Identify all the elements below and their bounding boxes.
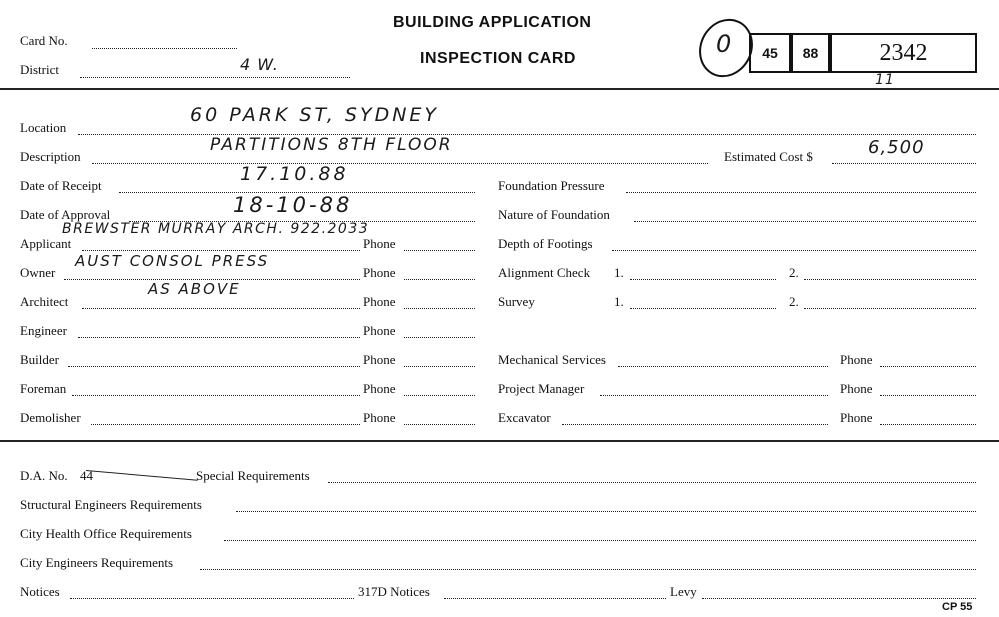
description-line [92,163,708,164]
form-title-line2: INSPECTION CARD [420,50,576,67]
builder-phone-label: Phone [363,352,396,367]
estimated-cost-label: Estimated Cost $ [724,149,813,164]
da-no-value: 44 [80,468,93,483]
builder-phone-line [404,366,475,367]
builder-line [68,366,360,367]
form-title-line1: BUILDING APPLICATION [393,14,592,31]
date-approval-value: 18-10-88 [233,193,353,217]
health-label: City Health Office Requirements [20,526,192,541]
description-label: Description [20,149,81,164]
nature-foundation-label: Nature of Foundation [498,207,610,222]
demolisher-phone-line [404,424,475,425]
applicant-value: BREWSTER MURRAY ARCH. 922.2033 [62,221,370,237]
engineer-label: Engineer [20,323,67,338]
survey-2-line [804,308,976,309]
demolisher-line [91,424,360,425]
engineer-phone-line [404,337,475,338]
alignment-check-label: Alignment Check [498,265,591,280]
demolisher-label: Demolisher [20,410,81,425]
foreman-phone-line [404,395,475,396]
header-divider [0,88,999,90]
da-no-label: D.A. No. [20,468,68,483]
excavator-phone-line [880,424,976,425]
description-value: PARTITIONS 8TH FLOOR [210,135,453,155]
nature-foundation-line [634,221,976,222]
architect-label: Architect [20,294,69,309]
foreman-phone-label: Phone [363,381,396,396]
builder-label: Builder [20,352,59,367]
demolisher-phone-label: Phone [363,410,396,425]
alignment-1-line [630,279,776,280]
foreman-line [72,395,360,396]
alignment-2-label: 2. [789,265,799,280]
depth-footings-line [612,250,976,251]
district-line [80,77,350,78]
engineer-phone-label: Phone [363,323,396,338]
location-label: Location [20,120,67,135]
estimated-cost-line [832,163,976,164]
owner-phone-label: Phone [363,265,396,280]
applicant-phone-line [404,250,475,251]
mechanical-label: Mechanical Services [498,352,606,367]
engineer-line [78,337,360,338]
architect-line [82,308,360,309]
city-eng-line [200,569,976,570]
survey-label: Survey [498,294,535,309]
district-value: 4 W. [240,55,279,74]
da-strike-line [86,470,198,481]
excavator-label: Excavator [498,410,551,425]
owner-phone-line [404,279,475,280]
owner-value: AUST CONSOL PRESS [75,252,270,270]
city-eng-label: City Engineers Requirements [20,555,174,570]
levy-line [702,598,976,599]
mechanical-phone-label: Phone [840,352,873,367]
card-no-line [92,48,237,49]
structural-label: Structural Engineers Requirements [20,497,202,512]
notices-line [70,598,354,599]
depth-footings-label: Depth of Footings [498,236,593,251]
estimated-cost-value: 6,500 [868,137,925,158]
alignment-1-label: 1. [614,265,624,280]
applicant-phone-label: Phone [363,236,396,251]
project-manager-label: Project Manager [498,381,585,396]
code-box-1: 45 [749,33,791,73]
form-code: CP 55 [942,601,973,613]
excavator-phone-label: Phone [840,410,873,425]
notices-317d-label: 317D Notices [358,584,430,599]
code-box-2: 88 [791,33,830,73]
alignment-2-line [804,279,976,280]
notices-317d-line [444,598,666,599]
owner-label: Owner [20,265,56,280]
date-approval-label: Date of Approval [20,207,111,222]
project-manager-line [600,395,828,396]
project-manager-phone-line [880,395,976,396]
special-req-line [328,482,976,483]
excavator-line [562,424,828,425]
foreman-label: Foreman [20,381,67,396]
architect-phone-label: Phone [363,294,396,309]
special-req-label: Special Requirements [196,468,310,483]
structural-line [236,511,976,512]
survey-1-line [630,308,776,309]
survey-2-label: 2. [789,294,799,309]
foundation-pressure-label: Foundation Pressure [498,178,605,193]
section-divider [0,440,999,442]
date-receipt-value: 17.10.88 [240,163,349,185]
mechanical-line [618,366,828,367]
levy-label: Levy [670,584,697,599]
survey-1-label: 1. [614,294,624,309]
notices-label: Notices [20,584,60,599]
applicant-label: Applicant [20,236,72,251]
health-line [224,540,976,541]
district-label: District [20,62,59,77]
architect-phone-line [404,308,475,309]
location-value: 60 PARK ST, SYDNEY [190,104,440,126]
applicant-line [82,250,360,251]
date-receipt-label: Date of Receipt [20,178,102,193]
small-mark: 11 [875,72,895,88]
circled-mark-value: 0 [716,30,733,58]
foundation-pressure-line [626,192,976,193]
card-no-label: Card No. [20,33,68,48]
project-manager-phone-label: Phone [840,381,873,396]
mechanical-phone-line [880,366,976,367]
card-number-box: 2342 [830,33,977,73]
architect-value: AS ABOVE [148,280,241,298]
